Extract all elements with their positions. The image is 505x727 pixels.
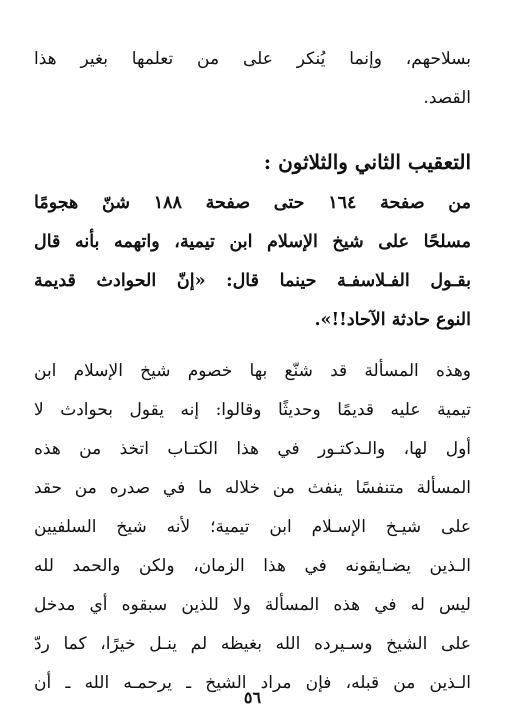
body-line: على شيـخ الإسـلام ابن تيمية؛ لأنه شيخ السلفيين	[34, 517, 471, 537]
body-paragraph	[34, 352, 471, 703]
body-line: الـذين من قبله، فإن مراد الشيخ ـ يرحمـه الله ـ أن	[34, 673, 471, 693]
body-line: وهذه المسألة قد شنّع بها خصوم شيخ الإسلام ابن	[34, 361, 471, 381]
body-line: أول لها، والـدكتـور في هذا الكتـاب اتخذ من هذه	[34, 439, 471, 459]
body-line: على الشيخ وسـيرده الله بغيظه لم ينـل خيرًا، كما ردّ	[34, 634, 471, 654]
body-line: ليس له في هذه المسألة ولا للذين سبقوه أي مدخل	[34, 595, 471, 615]
intro-paragraph	[34, 40, 471, 118]
body-line: الـذين يضـايقونه في هذا الزمان، ولكن والحمد لله	[34, 556, 471, 576]
critique-line: بقـول الفـلاسفـة حينما قال: «إنّ الحوادث قديمة	[34, 271, 471, 291]
critique-line: من صفحة ١٦٤ حتى صفحة ١٨٨ شنّ هجومًا	[34, 193, 471, 213]
body-line: تيمية عليه قديمًا وحديثًا وقالوا: إنه يقول بحوادث لا	[34, 400, 471, 420]
body-line: المسألة متنفسًا ينفث من خلاله ما في صدره من حقد	[34, 478, 471, 498]
page-content	[34, 40, 471, 703]
critique-line: مسلحًا على شيخ الإسلام ابن تيمية، واتهمه بأنه قال	[34, 232, 471, 252]
page-number: ٥٦	[243, 688, 262, 707]
intro-line: القصد.	[423, 88, 471, 108]
critique-line: النوع حادثة الآحاد!!».	[314, 310, 471, 330]
critique-paragraph	[34, 184, 471, 340]
section-heading: التعقيب الثاني والثلاثون :	[263, 150, 471, 174]
intro-line: بسلاحهم، وإنما يُنكر على من تعلمها بغير هذا	[34, 49, 471, 69]
